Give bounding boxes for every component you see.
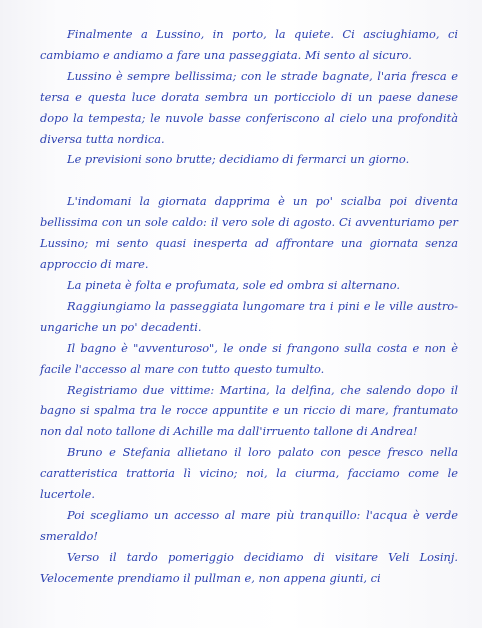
handwritten-text-body <box>40 24 458 589</box>
paragraph-lussino-description: Lussino è sempre bellissima; con le strade bagnate, l'aria fresca e tersa e questa luce dorata sembra un porticciolo di un paese danese dopo la tempesta; le nuvole basse conferiscono al cielo una profondità diversa tutta nordica. <box>40 68 458 146</box>
paragraph-victims: Registriamo due vittime: Martina, la delfina, che salendo dopo il bagno si spalma tra le rocce appuntite e un riccio di mare, frantumato non dal noto tallone di Achille ma dall'irruento tallone di Andrea! <box>40 382 458 439</box>
paragraph-arrival: Finalmente a Lussino, in porto, la quiete. Ci asciughiamo, ci cambiamo e andiamo a fare una passeggiata. Mi sento al sicuro. <box>40 27 458 62</box>
paragraph-pinewood: La pineta è folta e profumata, sole ed ombra si alternano. <box>67 277 400 292</box>
paragraph-swim: Il bagno è "avventuroso", le onde si frangono sulla costa e non è facile l'accesso al mare con tutto questo tumulto. <box>40 340 458 376</box>
paragraph-forecast: Le previsioni sono brutte; decidiamo di fermarci un giorno. <box>67 152 410 167</box>
paragraph-veli-losinj: Verso il tardo pomeriggio decidiamo di visitare Veli Losinj. Velocemente prendiamo il pullman e, non appena giunti, ci <box>40 549 458 585</box>
paragraph-promenade: Raggiungiamo la passeggiata lungomare tra i pini e le ville austro-ungariche un po' decadenti. <box>40 298 458 334</box>
paragraph-emerald-water: Poi scegliamo un accesso al mare più tranquillo: l'acqua è verde smeraldo! <box>40 507 458 543</box>
paragraph-trattoria: Bruno e Stefania allietano il loro palato con pesce fresco nella caratteristica trattoria lì vicino; noi, la ciurma, facciamo come le lucertole. <box>40 445 458 502</box>
paragraph-next-day: L'indomani la giornata dapprima è un po' scialba poi diventa bellissima con un sole caldo: il vero sole di agosto. Ci avventuriamo per Lussino; mi sento quasi inesperta ad affrontare una giornata senza approccio di mare. <box>40 194 458 272</box>
